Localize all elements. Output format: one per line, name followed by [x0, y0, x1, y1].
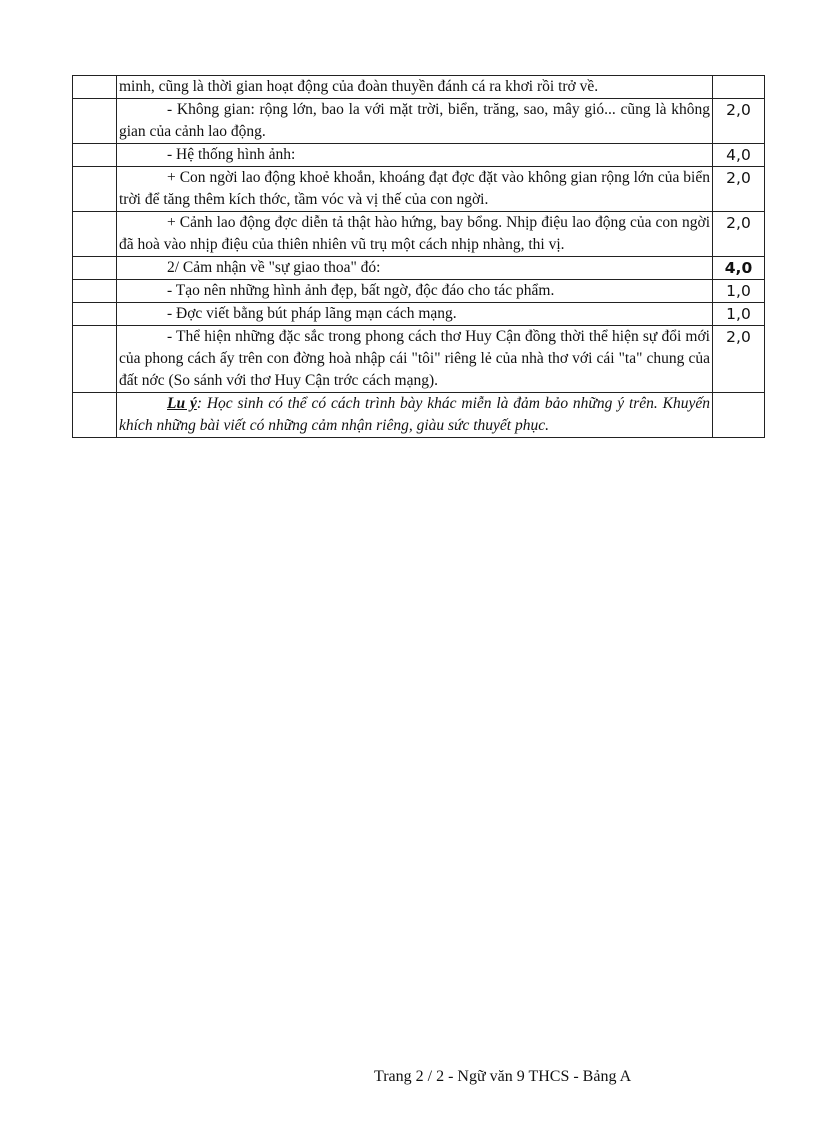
index-cell: [73, 303, 117, 326]
index-cell: [73, 212, 117, 257]
score-cell: 1,0: [713, 280, 765, 303]
score-cell: 2,0: [713, 99, 765, 144]
table-row: [73, 280, 765, 303]
index-cell: [73, 144, 117, 167]
note-label: Lu ý: [167, 395, 197, 412]
index-cell: [73, 257, 117, 280]
index-cell: [73, 167, 117, 212]
score-cell: 4,0: [713, 144, 765, 167]
section-heading: 2/ Cảm nhận về "sự giao thoa" đó:: [117, 257, 713, 280]
index-cell: [73, 76, 117, 99]
criteria-cell: - Hệ thống hình ảnh:: [117, 144, 713, 167]
table-row: [73, 167, 765, 212]
table-row: [73, 257, 765, 280]
table-row: [73, 326, 765, 393]
note-row: [73, 393, 765, 438]
score-cell: [713, 393, 765, 438]
criteria-cell: - Không gian: rộng lớn, bao la với mặt trời, biển, trăng, sao, mây gió... cũng là không gian của cảnh lao động.: [117, 99, 713, 144]
criteria-cell: minh, cũng là thời gian hoạt động của đoàn thuyền đánh cá ra khơi rồi trở về.: [117, 76, 713, 99]
index-cell: [73, 393, 117, 438]
score-cell: 1,0: [713, 303, 765, 326]
table-row: [73, 99, 765, 144]
index-cell: [73, 280, 117, 303]
score-cell: 2,0: [713, 167, 765, 212]
criteria-cell: + Con ngời lao động khoẻ khoắn, khoáng đạt đợc đặt vào không gian rộng lớn của biển trời để tăng thêm kích thớc, tầm vóc và vị thế của con ngời.: [117, 167, 713, 212]
table-row: [73, 76, 765, 99]
note-cell: [117, 393, 713, 438]
criteria-cell: - Đợc viết bằng bút pháp lãng mạn cách mạng.: [117, 303, 713, 326]
score-cell: 2,0: [713, 326, 765, 393]
index-cell: [73, 99, 117, 144]
table-row: [73, 144, 765, 167]
score-cell: [713, 76, 765, 99]
index-cell: [73, 326, 117, 393]
criteria-cell: - Tạo nên những hình ảnh đẹp, bất ngờ, độc đáo cho tác phẩm.: [117, 280, 713, 303]
criteria-cell: + Cảnh lao động đợc diễn tả thật hào hứng, bay bổng. Nhịp điệu lao động của con ngời đã hoà vào nhịp điệu của thiên nhiên vũ trụ một cách nhịp nhàng, thi vị.: [117, 212, 713, 257]
score-cell: 2,0: [713, 212, 765, 257]
table-row: [73, 303, 765, 326]
score-cell: 4,0: [713, 257, 765, 280]
page-footer: Trang 2 / 2 - Ngữ văn 9 THCS - Bảng A: [374, 1068, 632, 1085]
note-text: : Học sinh có thể có cách trình bày khác miễn là đảm bảo những ý trên. Khuyến khích những bài viết có những cảm nhận riêng, giàu sức thuyết phục.: [119, 395, 711, 434]
criteria-cell: - Thể hiện những đặc sắc trong phong cách thơ Huy Cận đồng thời thể hiện sự đổi mới của phong cách ấy trên con đờng hoà nhập cái "tôi" riêng lẻ của nhà thơ với cái "ta" chung của đất nớc (So sánh với thơ Huy Cận trớc cách mạng).: [117, 326, 713, 393]
table-row: [73, 212, 765, 257]
grading-table: [72, 75, 765, 438]
